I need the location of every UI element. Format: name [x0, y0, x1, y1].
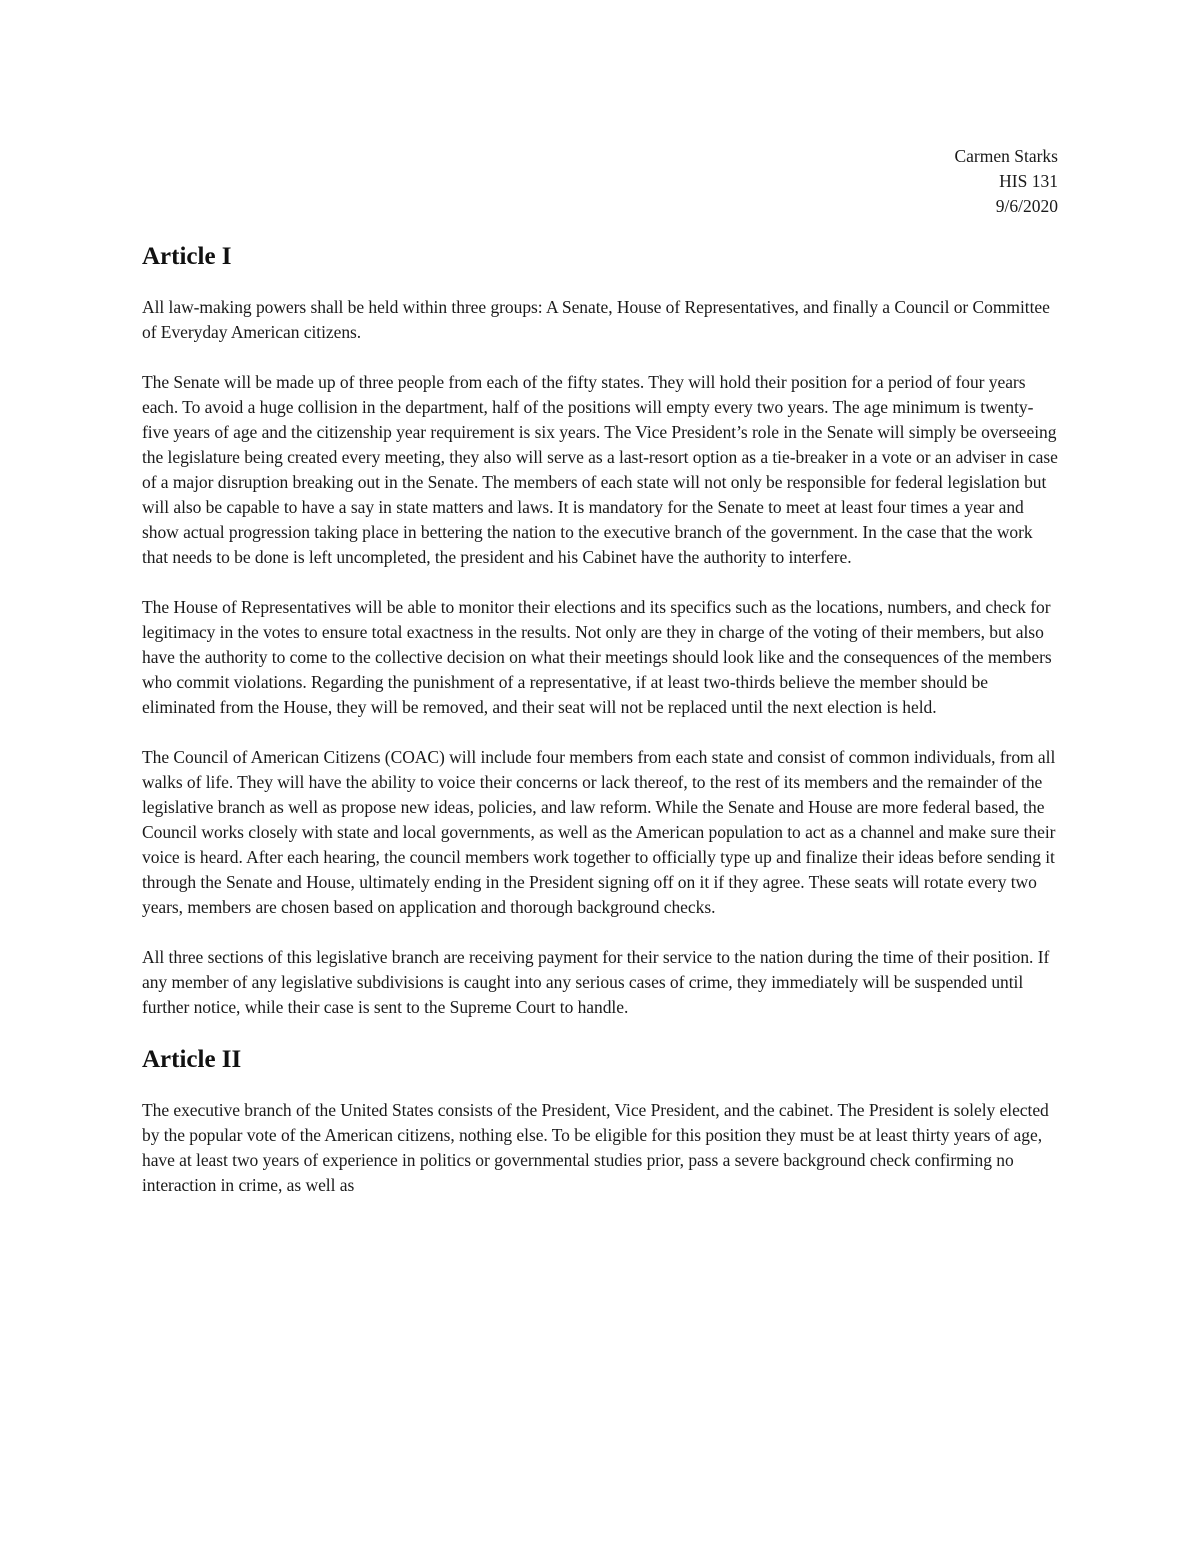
author-header	[142, 144, 1058, 219]
article-2-heading: Article II	[142, 1046, 242, 1073]
article-1-paragraph-4: The Council of American Citizens (COAC) will include four members from each state and consist of common individuals, from all walks of life. They will have the ability to voice their concerns or lack thereof, to the rest of its members and the remainder of the legislative branch as well as propose new ideas, policies, and law reform. While the Senate and House are more federal based, the Council works closely with state and local governments, as well as the American population to act as a channel and make sure their voice is heard. After each hearing, the council members work together to officially type up and finalize their ideas before sending it through the Senate and House, ultimately ending in the President signing off on it if they agree. These seats will rotate every two years, members are chosen based on application and thorough background checks.	[142, 747, 1056, 917]
article-1-body	[142, 295, 1058, 1020]
course-code: HIS 131	[999, 171, 1058, 191]
document-page	[142, 144, 1058, 1198]
article-1-paragraph-5: All three sections of this legislative branch are receiving payment for their service to the nation during the time of their position. If any member of any legislative subdivisions is caught into any serious cases of crime, they immediately will be suspended until further notice, while their case is sent to the Supreme Court to handle.	[142, 947, 1050, 1017]
article-2-paragraph-1: The executive branch of the United States consists of the President, Vice President, and the cabinet. The President is solely elected by the popular vote of the American citizens, nothing else. To be eligible for this position they must be at least thirty years of age, have at least two years of experience in politics or governmental studies prior, pass a severe background check confirming no interaction in crime, as well as	[142, 1100, 1049, 1195]
article-1-paragraph-2: The Senate will be made up of three people from each of the fifty states. They will hold their position for a period of four years each. To avoid a huge collision in the department, half of the positions will empty every two years. The age minimum is twenty-five years of age and the citizenship year requirement is six years. The Vice President’s role in the Senate will simply be overseeing the legislature being created every meeting, they also will serve as a last-resort option as a tie-breaker in a vote or an adviser in case of a major disruption breaking out in the Senate. The members of each state will not only be responsible for federal legislation but will also be capable to have a say in state matters and laws. It is mandatory for the Senate to meet at least four times a year and show actual progression taking place in bettering the nation to the executive branch of the government. In the case that the work that needs to be done is left uncompleted, the president and his Cabinet have the authority to interfere.	[142, 372, 1058, 567]
article-1-paragraph-3: The House of Representatives will be able to monitor their elections and its specifics such as the locations, numbers, and check for legitimacy in the votes to ensure total exactness in the results. Not only are they in charge of the voting of their members, but also have the authority to come to the collective decision on what their meetings should look like and the consequences of the members who commit violations. Regarding the punishment of a representative, if at least two-thirds believe the member should be eliminated from the House, they will be removed, and their seat will not be replaced until the next election is held.	[142, 597, 1052, 717]
article-1-paragraph-1: All law-making powers shall be held within three groups: A Senate, House of Representatives, and finally a Council or Committee of Everyday American citizens.	[142, 297, 1050, 342]
document-date: 9/6/2020	[995, 196, 1058, 216]
author-name: Carmen Starks	[954, 146, 1058, 166]
article-1-heading: Article I	[142, 243, 232, 270]
article-2-body	[142, 1098, 1058, 1198]
